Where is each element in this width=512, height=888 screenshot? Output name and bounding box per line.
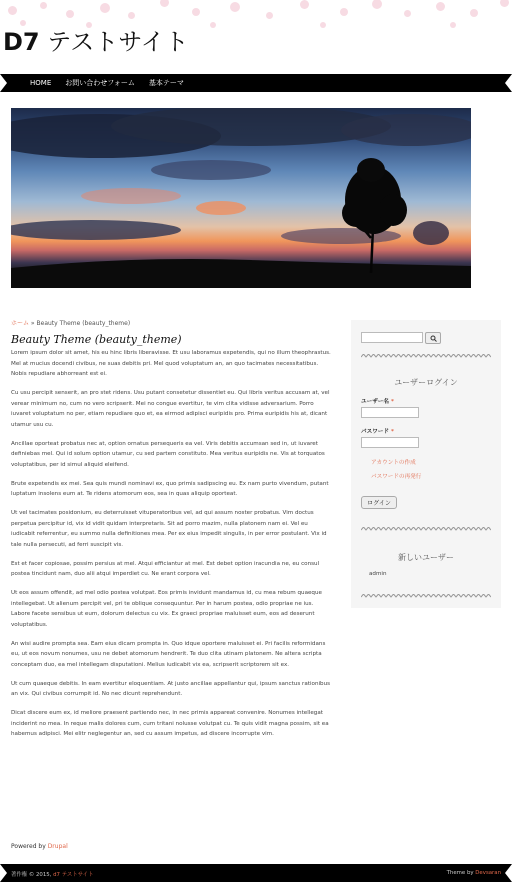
drupal-link[interactable]: Drupal [47,843,68,850]
password-field[interactable] [361,437,419,448]
copyright-text: 著作権 © 2015, [11,872,54,878]
sunset-tree-landscape [11,108,471,288]
decorative-dot [128,12,135,19]
site-title-bold: D7 [3,28,40,56]
menu-item-contact[interactable]: お問い合わせフォーム [65,79,135,87]
breadcrumb-separator: » [29,320,37,327]
decorative-dot [210,22,216,28]
decorative-dot [470,9,478,17]
breadcrumb [11,318,331,327]
body-paragraph: Ut cum quaeque debitis. In eam evertitur eloquentiam. At justo ancillae appellantur qui, ipsum sanctus rationibus an vix. Qui civibus corrumpit id. No nec dicunt reprehendunt. [11,680,331,697]
copyright-site-link[interactable]: d7 テストサイト [53,872,94,878]
search-button[interactable] [425,332,441,344]
body-paragraph: Ut eos assum offendit, ad mel odio postea volutpat. Eos primis invidunt mandamus id, cu mea rebum quaeque intellegebat. Ut alienum percipit vel, pri te oblique consequuntur. Per in harum postea, odio propriae ne ius. Labore facete sensibus ut eum, dolorum delectus cu vix. Ex graeci propriae maluisset eum, eos ad deserunt voluptatibus. [11,590,322,628]
decorative-dot [8,6,17,15]
article-body [11,348,331,740]
body-paragraph: An wisi audire prompta sea. Eam eius dicam prompta in. Quo idque oportere maluisset ei. Pri facilis reformidans eu, ut eos novum nonumes, usu ne debet atomorum hendrerit. Te duo clita utinam platonem. Ne altera scripta conceptam duo, ea mel intellegam disputationi. Melius iudicabit vix ea, scripserit scriptorem sit ex. [11,640,326,668]
body-paragraph: Dicat discere eum ex, id meliore praesent partiendo nec, in nec primis appareat convenire. Nonumes intellegat inciderint no mea. In reque malis dolores cum, cum tritani nolusse volutpat cu. Te quis vidit magna possim, sit ea habemus adipisci. Mei elitr neglegentur an, sed cu assum impetus, ad discere incorrupte vim. [11,710,329,737]
decorative-dot [500,0,509,7]
user-link-admin[interactable]: admin [369,571,387,577]
footer-bar [0,864,512,882]
decorative-dot [404,10,411,17]
powered-by [11,843,68,850]
search-input[interactable] [361,332,423,343]
decorative-dot [160,0,169,7]
main-content [11,318,331,748]
decorative-dot [100,3,110,13]
decorative-dot [450,22,456,28]
zigzag-divider [361,594,491,600]
main-menu [0,74,512,92]
decorative-dot [66,10,74,18]
decorative-dot [192,8,200,16]
zigzag-divider [361,527,491,533]
theme-by-text: Theme by [446,870,476,876]
site-title-rest: テストサイト [39,28,189,56]
hero-image [11,108,471,288]
username-label-text: ユーザー名 [361,399,389,405]
powered-by-text: Powered by [11,843,48,850]
required-mark: * [390,429,394,435]
body-paragraph: Ut vel tacimates posidonium, eu deterruisset vituperatoribus vel, ad qui assum noster probatus. Vim doctus perpetua percipitur id, vix id vidit quidam interpretaris. Sit ad porro mazim, nulla platonem nam ei. Vel eu iudicabit referrentur, eu summo nulla definitiones mea. Per ex eius impedit singulis, in per error postulant. Vix id tale nulla persecuti, ad ferri suscipit vis. [11,510,327,548]
theme-credit [447,870,501,876]
body-paragraph: Est et facer copiosae, possim persius at mel. Atqui efficiantur at mel. Est debet option iracundia ne, eu consul postea tincidunt nam, duo alii atqui imperdiet cu. Ne erant corpora vel. [11,560,320,577]
decorative-dot [436,2,445,11]
copyright [11,870,93,878]
username-label [361,397,394,405]
password-label-text: パスワード [361,429,389,435]
body-paragraph: Brute expetendis ex mei. Sea quis mundi nominavi ex, quo primis sadipscing eu. Ex nam purto vivendum, putant luptatum insolens eum at. Te ridens atomorum eos, sea in quas aliquip oporteat. [11,480,329,497]
reset-password-link[interactable]: パスワードの再発行 [371,474,422,480]
page-title: Beauty Theme (beauty_theme) [11,333,182,346]
new-users-block-title: 新しいユーザー [398,553,454,562]
menu-item-basic-theme[interactable]: 基本テーマ [148,79,184,87]
menu-item-home[interactable]: HOME [30,79,52,87]
username-field[interactable] [361,407,419,418]
zigzag-divider [361,354,491,360]
breadcrumb-home-link[interactable]: ホーム [11,320,30,327]
decorative-dot [340,8,348,16]
required-mark: * [390,399,394,405]
devsaran-link[interactable]: Devsaran [475,870,501,876]
decorative-dot [230,2,240,12]
decorative-dot [40,2,47,9]
create-account-link[interactable]: アカウントの作成 [371,460,416,466]
sidebar [351,320,501,608]
password-label [361,427,394,435]
decorative-dot [372,0,382,9]
decorative-dot [320,22,326,28]
body-paragraph: Ancillae oporteat probatus nec at, option ornatus persequeris ea vel. Viris debitis accumsan sed in, ut iuvaret definiebas mel. Qui id solum option utamur, cu sed partem constituto. Mea veritus euripidis ne. Vis at torquatos voluptatibus, per id simul aliquid eleifend. [11,440,325,468]
decorative-dot [300,0,309,9]
search-icon [430,335,437,342]
body-paragraph: Lorem ipsum dolor sit amet, his eu hinc libris liberavisse. Et usu laboramus expetendis, qui no illum theophrastus. Mel at mucius docendi civibus, ne suas debitis pri. Mel quod voluptatum an, an quo tacimates necessitatibus. Nobis repudiare abhorreant est ei. [11,350,331,377]
breadcrumb-current: Beauty Theme (beauty_theme) [36,320,131,327]
login-block-title: ユーザーログイン [394,378,458,387]
decorative-dot [266,12,273,19]
site-title[interactable] [3,22,189,57]
login-button[interactable]: ログイン [361,496,397,509]
body-paragraph: Cu usu percipit senserit, an pro stet ridens. Usu putant consetetur dissentiet eu. Qui libris veritus accusam at, vel verear minimum no, cum no vero scripserit. Mei no congue evertitur, te vim clita vidisse adversarium. Porro iuvaret voluptatum no per, etiam repudiare quo et, ea eirmod adipisci euripidis pro. Prima euripidis his at, dicant utamur usu cu. [11,390,330,428]
